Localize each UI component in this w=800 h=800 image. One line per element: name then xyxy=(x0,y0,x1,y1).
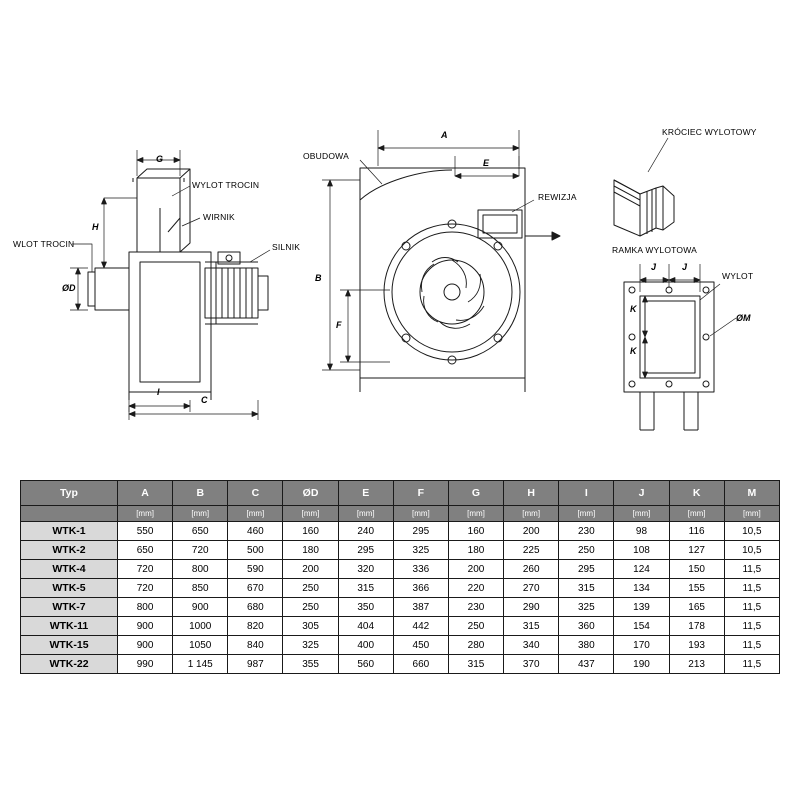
cell-h: 260 xyxy=(504,560,559,579)
col-header-od: ØD xyxy=(283,481,338,506)
cell-h: 290 xyxy=(504,598,559,617)
cell-g: 200 xyxy=(448,560,503,579)
cell-typ: WTK-7 xyxy=(21,598,118,617)
cell-a: 900 xyxy=(118,617,173,636)
cell-c: 500 xyxy=(228,541,283,560)
cell-e: 560 xyxy=(338,655,393,674)
table-header-row xyxy=(21,481,780,506)
cell-g: 160 xyxy=(448,522,503,541)
label-wylot: WYLOT xyxy=(722,271,754,281)
cell-typ: WTK-5 xyxy=(21,579,118,598)
cell-a: 550 xyxy=(118,522,173,541)
cell-e: 240 xyxy=(338,522,393,541)
cell-h: 270 xyxy=(504,579,559,598)
table-row xyxy=(21,636,780,655)
dim-k2: K xyxy=(630,346,637,356)
col-header-a: A xyxy=(118,481,173,506)
cell-j: 98 xyxy=(614,522,669,541)
cell-f: 336 xyxy=(393,560,448,579)
cell-od: 250 xyxy=(283,598,338,617)
cell-g: 220 xyxy=(448,579,503,598)
unit-b: [mm] xyxy=(173,506,228,522)
cell-od: 305 xyxy=(283,617,338,636)
col-header-c: C xyxy=(228,481,283,506)
col-header-f: F xyxy=(393,481,448,506)
col-header-typ: Typ xyxy=(21,481,118,506)
cell-i: 230 xyxy=(559,522,614,541)
cell-h: 370 xyxy=(504,655,559,674)
cell-od: 355 xyxy=(283,655,338,674)
cell-j: 139 xyxy=(614,598,669,617)
cell-k: 178 xyxy=(669,617,724,636)
cell-g: 180 xyxy=(448,541,503,560)
table-units-row xyxy=(21,506,780,522)
cell-i: 315 xyxy=(559,579,614,598)
unit-m: [mm] xyxy=(724,506,779,522)
cell-od: 180 xyxy=(283,541,338,560)
cell-f: 387 xyxy=(393,598,448,617)
cell-f: 450 xyxy=(393,636,448,655)
cell-b: 650 xyxy=(173,522,228,541)
cell-g: 315 xyxy=(448,655,503,674)
table-row xyxy=(21,541,780,560)
cell-f: 325 xyxy=(393,541,448,560)
cell-e: 315 xyxy=(338,579,393,598)
cell-a: 650 xyxy=(118,541,173,560)
cell-c: 840 xyxy=(228,636,283,655)
cell-a: 990 xyxy=(118,655,173,674)
cell-a: 900 xyxy=(118,636,173,655)
cell-a: 720 xyxy=(118,560,173,579)
cell-k: 127 xyxy=(669,541,724,560)
cell-typ: WTK-15 xyxy=(21,636,118,655)
cell-k: 150 xyxy=(669,560,724,579)
cell-od: 160 xyxy=(283,522,338,541)
cell-b: 1000 xyxy=(173,617,228,636)
dim-e: E xyxy=(483,158,490,168)
table-row xyxy=(21,617,780,636)
unit-j: [mm] xyxy=(614,506,669,522)
col-header-h: H xyxy=(504,481,559,506)
cell-m: 11,5 xyxy=(724,636,779,655)
cell-f: 660 xyxy=(393,655,448,674)
cell-od: 250 xyxy=(283,579,338,598)
dim-k1: K xyxy=(630,304,637,314)
label-rewizja: REWIZJA xyxy=(538,192,577,202)
dimension-table xyxy=(20,480,780,674)
cell-f: 295 xyxy=(393,522,448,541)
cell-j: 108 xyxy=(614,541,669,560)
cell-b: 1050 xyxy=(173,636,228,655)
cell-typ: WTK-11 xyxy=(21,617,118,636)
label-silnik: SILNIK xyxy=(272,242,301,252)
cell-typ: WTK-22 xyxy=(21,655,118,674)
cell-b: 720 xyxy=(173,541,228,560)
col-header-k: K xyxy=(669,481,724,506)
cell-k: 213 xyxy=(669,655,724,674)
cell-e: 295 xyxy=(338,541,393,560)
cell-k: 165 xyxy=(669,598,724,617)
table-row xyxy=(21,560,780,579)
cell-c: 680 xyxy=(228,598,283,617)
cell-g: 250 xyxy=(448,617,503,636)
cell-f: 442 xyxy=(393,617,448,636)
cell-k: 193 xyxy=(669,636,724,655)
cell-m: 11,5 xyxy=(724,579,779,598)
dimension-table-wrapper xyxy=(20,480,780,674)
table-row xyxy=(21,598,780,617)
unit-a: [mm] xyxy=(118,506,173,522)
cell-j: 154 xyxy=(614,617,669,636)
cell-e: 320 xyxy=(338,560,393,579)
col-header-j: J xyxy=(614,481,669,506)
cell-g: 280 xyxy=(448,636,503,655)
dim-j2: J xyxy=(682,262,688,272)
cell-j: 124 xyxy=(614,560,669,579)
dim-h: H xyxy=(92,222,99,232)
cell-m: 11,5 xyxy=(724,598,779,617)
cell-m: 10,5 xyxy=(724,541,779,560)
label-krociec-wylotowy: KRÓCIEC WYLOTOWY xyxy=(662,127,757,137)
cell-od: 325 xyxy=(283,636,338,655)
col-header-b: B xyxy=(173,481,228,506)
cell-m: 10,5 xyxy=(724,522,779,541)
dim-od: ØD xyxy=(62,283,76,293)
unit-k: [mm] xyxy=(669,506,724,522)
cell-b: 900 xyxy=(173,598,228,617)
cell-m: 11,5 xyxy=(724,655,779,674)
cell-i: 360 xyxy=(559,617,614,636)
cell-c: 820 xyxy=(228,617,283,636)
cell-od: 200 xyxy=(283,560,338,579)
unit-c: [mm] xyxy=(228,506,283,522)
unit-f: [mm] xyxy=(393,506,448,522)
cell-i: 437 xyxy=(559,655,614,674)
cell-g: 230 xyxy=(448,598,503,617)
cell-m: 11,5 xyxy=(724,560,779,579)
label-ramka-wylotowa: RAMKA WYLOTOWA xyxy=(612,245,697,255)
col-header-g: G xyxy=(448,481,503,506)
cell-e: 350 xyxy=(338,598,393,617)
cell-a: 720 xyxy=(118,579,173,598)
dim-b: B xyxy=(315,273,322,283)
label-wylot-trocin: WYLOT TROCIN xyxy=(192,180,260,190)
cell-i: 380 xyxy=(559,636,614,655)
cell-b: 1 145 xyxy=(173,655,228,674)
unit-typ xyxy=(21,506,118,522)
table-row xyxy=(21,579,780,598)
cell-typ: WTK-2 xyxy=(21,541,118,560)
col-header-m: M xyxy=(724,481,779,506)
cell-i: 250 xyxy=(559,541,614,560)
cell-j: 170 xyxy=(614,636,669,655)
dim-j1: J xyxy=(651,262,657,272)
unit-h: [mm] xyxy=(504,506,559,522)
cell-f: 366 xyxy=(393,579,448,598)
cell-j: 134 xyxy=(614,579,669,598)
unit-g: [mm] xyxy=(448,506,503,522)
table-row xyxy=(21,655,780,674)
cell-i: 295 xyxy=(559,560,614,579)
cell-i: 325 xyxy=(559,598,614,617)
cell-k: 116 xyxy=(669,522,724,541)
cell-typ: WTK-1 xyxy=(21,522,118,541)
cell-e: 404 xyxy=(338,617,393,636)
cell-m: 11,5 xyxy=(724,617,779,636)
col-header-i: I xyxy=(559,481,614,506)
cell-b: 850 xyxy=(173,579,228,598)
cell-c: 670 xyxy=(228,579,283,598)
dim-a: A xyxy=(441,130,448,140)
unit-od: [mm] xyxy=(283,506,338,522)
cell-e: 400 xyxy=(338,636,393,655)
unit-i: [mm] xyxy=(559,506,614,522)
cell-a: 800 xyxy=(118,598,173,617)
cell-j: 190 xyxy=(614,655,669,674)
dim-c: C xyxy=(201,395,208,405)
col-header-e: E xyxy=(338,481,393,506)
label-wirnik: WIRNIK xyxy=(203,212,235,222)
label-wlot-trocin: WLOT TROCIN xyxy=(13,239,75,249)
dim-i: I xyxy=(157,387,160,397)
cell-h: 315 xyxy=(504,617,559,636)
cell-h: 200 xyxy=(504,522,559,541)
cell-c: 987 xyxy=(228,655,283,674)
cell-k: 155 xyxy=(669,579,724,598)
cell-b: 800 xyxy=(173,560,228,579)
cell-typ: WTK-4 xyxy=(21,560,118,579)
cell-c: 590 xyxy=(228,560,283,579)
label-obudowa: OBUDOWA xyxy=(303,151,349,161)
cell-h: 225 xyxy=(504,541,559,560)
dim-f: F xyxy=(336,320,342,330)
cell-c: 460 xyxy=(228,522,283,541)
dim-g: G xyxy=(156,154,164,164)
unit-e: [mm] xyxy=(338,506,393,522)
table-row xyxy=(21,522,780,541)
cell-h: 340 xyxy=(504,636,559,655)
dim-om: ØM xyxy=(736,313,751,323)
